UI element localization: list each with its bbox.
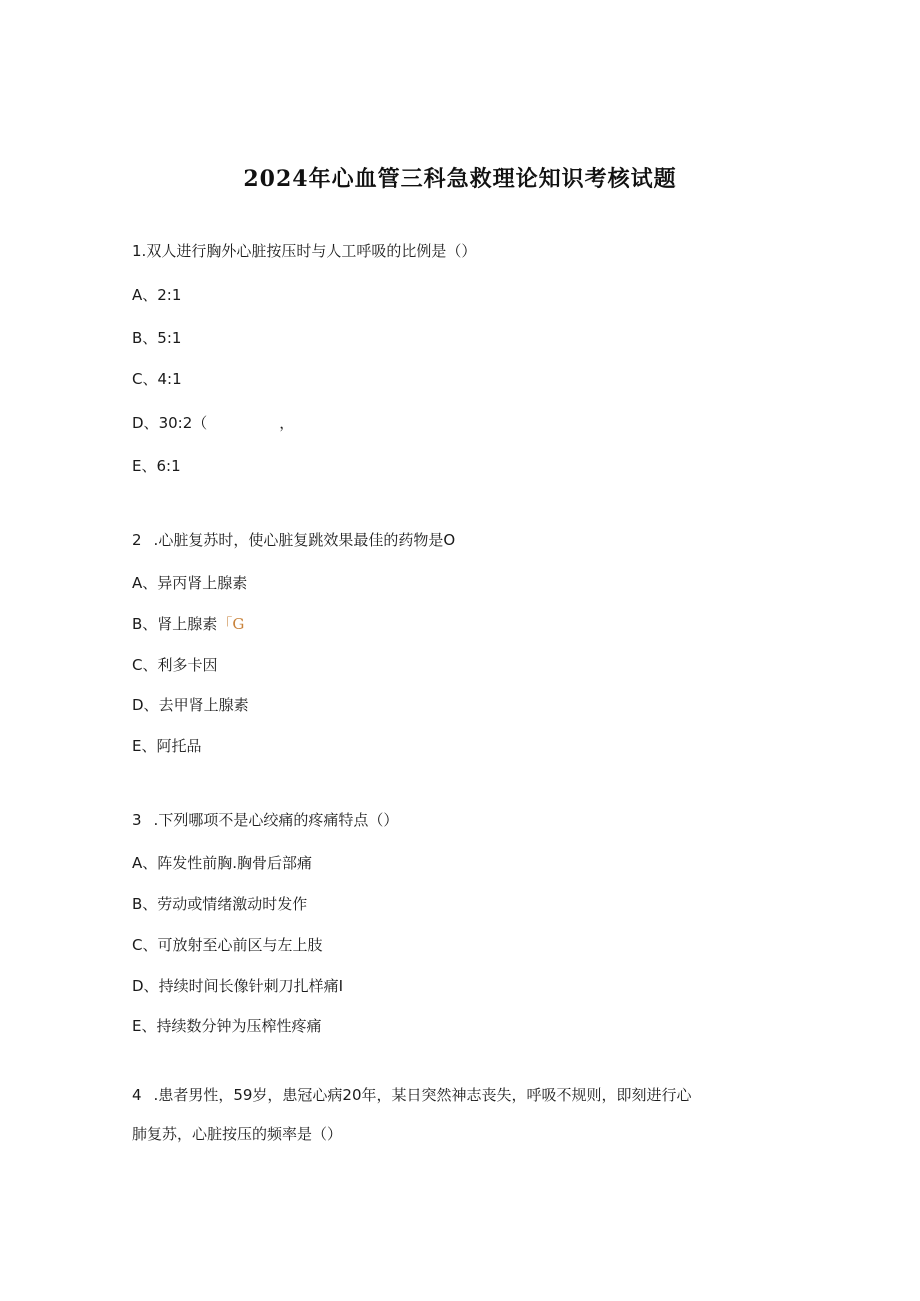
option-letter: B、	[132, 329, 158, 347]
option-1c	[132, 369, 182, 389]
question-text-continued: 肺复苏，心脏按压的频率是（）	[132, 1125, 343, 1143]
handwritten-mark: 「G	[217, 615, 245, 633]
option-letter: A、	[132, 574, 158, 592]
option-1d	[132, 413, 294, 433]
option-text: 可放射至心前区与左上肢	[157, 936, 323, 954]
option-1b	[132, 328, 181, 348]
option-letter: C、	[132, 656, 158, 674]
question-2	[132, 530, 455, 550]
option-text: 4:1	[157, 370, 182, 388]
option-text: 异丙肾上腺素	[157, 574, 248, 592]
question-text: 双人进行胸外心脏按压时与人工呼吸的比例是（）	[146, 242, 477, 260]
option-letter: B、	[132, 895, 158, 913]
question-text: .心脏复苏时，使心脏复跳效果最佳的药物是O	[153, 531, 456, 549]
question-number: 3	[132, 811, 142, 829]
question-text: .下列哪项不是心绞痛的疼痛特点（）	[153, 811, 399, 829]
option-text: 持续时间长像针刺刀扎样痛I	[158, 977, 343, 995]
option-letter: E、	[132, 457, 157, 475]
option-3d	[132, 976, 343, 996]
option-text: 利多卡因	[157, 656, 218, 674]
option-2e	[132, 736, 202, 756]
option-text: 持续数分钟为压榨性疼痛	[156, 1017, 322, 1035]
option-letter: A、	[132, 286, 158, 304]
option-3c	[132, 935, 323, 955]
option-2a	[132, 573, 247, 593]
question-number: 1.	[132, 242, 147, 260]
option-text: 5:1	[157, 329, 182, 347]
question-1	[132, 241, 476, 261]
question-text: .患者男性，59岁，患冠心病20年，某日突然神志丧失，呼吸不规则，即刻进行心	[153, 1086, 692, 1104]
option-text: 劳动或情绪激动时发作	[157, 895, 308, 913]
option-text: 6:1	[156, 457, 181, 475]
option-letter: E、	[132, 737, 157, 755]
option-text: 肾上腺素	[157, 615, 218, 633]
option-1e	[132, 456, 181, 476]
document-title: 2024年心血管三科急救理论知识考核试题	[243, 166, 677, 192]
question-4-continued	[132, 1124, 342, 1144]
option-letter: D、	[132, 414, 159, 432]
option-2b	[132, 614, 244, 634]
option-2d	[132, 695, 249, 715]
option-text: 阵发性前胸.胸骨后部痛	[157, 854, 313, 872]
option-3e	[132, 1016, 322, 1036]
option-letter: C、	[132, 370, 158, 388]
option-suffix: ，	[279, 414, 295, 432]
question-number: 2	[132, 531, 142, 549]
option-text: 去甲肾上腺素	[158, 696, 249, 714]
option-3a	[132, 853, 312, 873]
option-letter: C、	[132, 936, 158, 954]
option-3b	[132, 894, 307, 914]
option-text: 30:2（	[158, 414, 208, 432]
option-2c	[132, 655, 218, 675]
option-letter: D、	[132, 977, 159, 995]
question-3	[132, 810, 398, 830]
option-letter: D、	[132, 696, 159, 714]
option-text: 阿托品	[156, 737, 202, 755]
option-letter: E、	[132, 1017, 157, 1035]
question-number: 4	[132, 1086, 142, 1104]
option-text: 2:1	[157, 286, 182, 304]
option-1a	[132, 285, 181, 305]
question-4	[132, 1085, 692, 1105]
option-letter: B、	[132, 615, 158, 633]
option-letter: A、	[132, 854, 158, 872]
